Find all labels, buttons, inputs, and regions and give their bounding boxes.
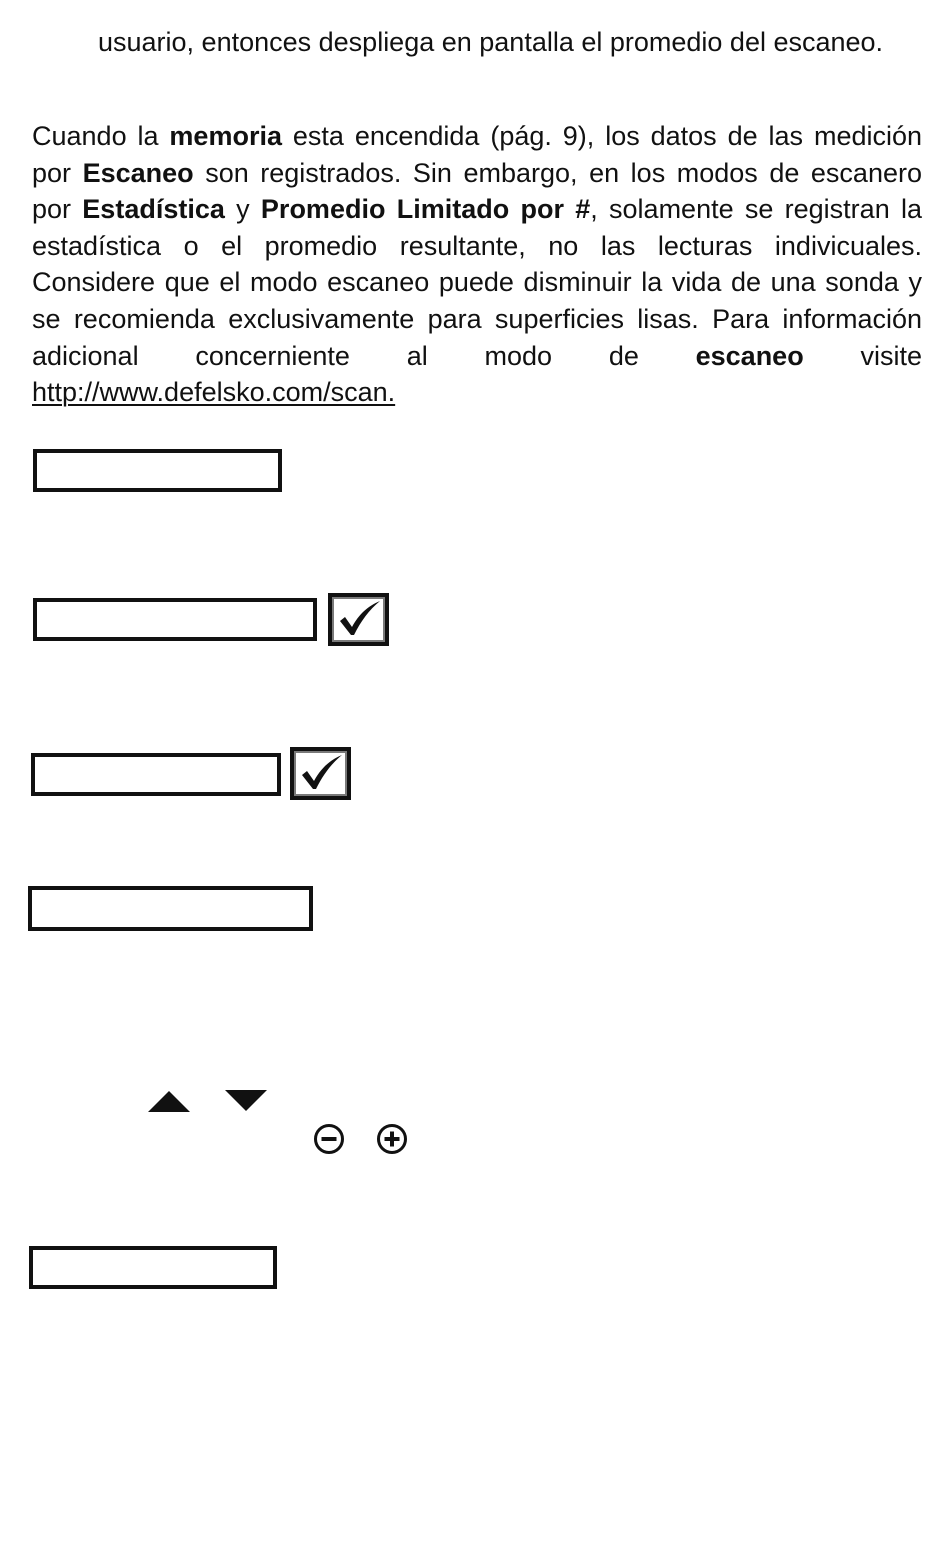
menu-option-box-5: [29, 1246, 277, 1289]
menu-option-box-4: [28, 886, 313, 931]
option-3-checkbox: [290, 747, 351, 800]
menu-option-box-3: [31, 753, 281, 796]
paragraph-bold-estadistica: Estadística: [82, 194, 225, 225]
scan-info-link[interactable]: http://www.defelsko.com/scan.: [32, 377, 396, 408]
paragraph-bold-escaneo-mode: escaneo: [695, 340, 804, 371]
plus-circle-icon: [376, 1123, 408, 1155]
paragraph-text: visite: [803, 340, 922, 371]
checkmark-icon: [294, 751, 347, 796]
paragraph-bold-memoria: memoria: [169, 121, 282, 151]
paragraph-text: son registrados. Sin embargo, en los modos de escanero por: [32, 157, 922, 225]
paragraph-text: Cuando la: [32, 121, 170, 151]
paragraph-bold-escaneo: Escaneo: [82, 157, 194, 188]
paragraph-bold-promedio-limitado: Promedio Limitado por #: [260, 194, 591, 225]
paragraph-text: esta encendida (pág. 9), los datos de las medición por: [32, 121, 922, 188]
up-arrow-icon: [148, 1091, 190, 1112]
intro-text: usuario, entonces despliega en pantalla el promedio del escaneo.: [98, 27, 884, 57]
paragraph-text: , solamente se registran la estadística o el promedio resultante, no las lecturas indivicuales. Considere que el modo escaneo puede disminuir la vida de una sonda y se recomienda exclusivamente para superficies lisas. Para información adicional concerniente al modo de: [32, 194, 922, 371]
menu-option-box-2: [33, 598, 317, 641]
scan-memory-paragraph: [32, 118, 922, 411]
minus-circle-icon: [313, 1123, 345, 1155]
menu-option-box-1: [33, 449, 282, 492]
paragraph-text: y: [224, 194, 261, 225]
checkmark-icon: [332, 597, 385, 642]
down-arrow-icon: [225, 1090, 267, 1111]
option-2-checkbox: [328, 593, 389, 646]
